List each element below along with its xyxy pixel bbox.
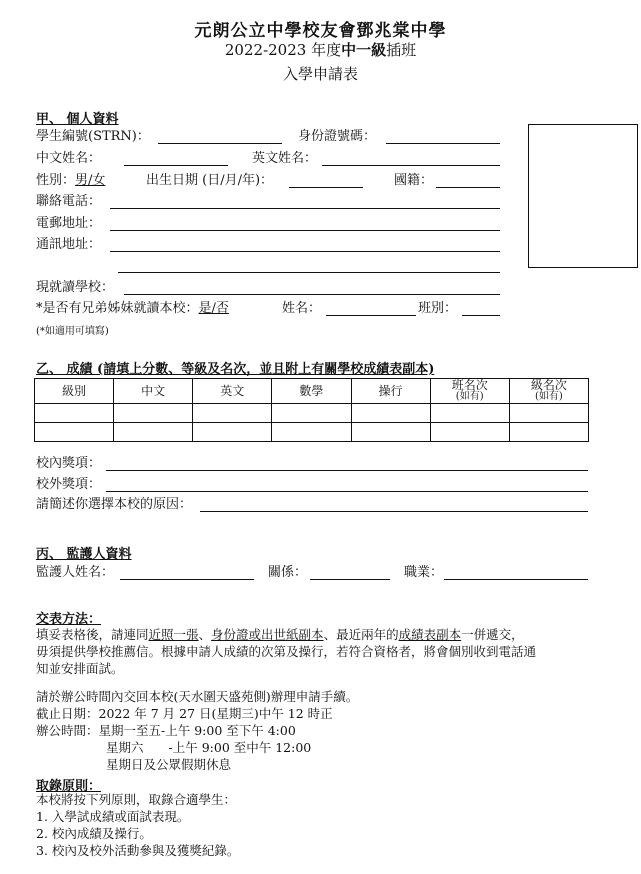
admission-item: 1. 入學試成績或面試表現。 [36, 809, 190, 824]
table-cell[interactable] [351, 404, 430, 423]
submission-para-1 [36, 626, 524, 643]
col-header: 數學 [272, 379, 351, 404]
email-label: 電郵地址： [36, 216, 102, 231]
table-cell[interactable] [430, 423, 509, 442]
table-cell[interactable] [509, 404, 588, 423]
phone-label: 聯絡電話： [36, 194, 102, 209]
siblings-label: *是否有兄弟姊妹就讀本校： [36, 301, 199, 316]
gender-label: 性別： [36, 173, 76, 188]
submission-para-4: 請於辦公時間內交回本校(天水圍天盛苑側)辦理申請手續。 [36, 689, 359, 704]
nationality-label: 國籍： [394, 173, 434, 188]
table-cell[interactable] [114, 423, 193, 442]
current-school-field[interactable] [124, 294, 500, 295]
school-name: 元朗公立中學校友會鄧兆棠中學 [194, 21, 447, 41]
p1-g: 一併遞交， [461, 627, 524, 642]
cname-label: 中文姓名： [36, 151, 102, 166]
table-cell[interactable] [272, 423, 351, 442]
table-cell[interactable] [35, 423, 114, 442]
relation-field[interactable] [310, 579, 390, 580]
year-suffix: 插班 [386, 41, 417, 59]
siblings-options[interactable]: 是/否 [198, 301, 229, 316]
p1-c: 、 [198, 627, 212, 642]
submission-title: 交表方法： [36, 612, 102, 627]
siblings-row [36, 301, 229, 317]
submission-para-3: 知並安排面試。 [36, 661, 124, 676]
phone-field[interactable] [110, 208, 500, 209]
admission-title: 取錄原則： [36, 779, 102, 794]
form-year [0, 39, 641, 60]
address-field-2[interactable] [118, 272, 500, 273]
awards-in-label: 校內獎項： [36, 456, 102, 471]
gender-row [36, 173, 105, 189]
col-header: 中文 [114, 379, 193, 404]
p1-d: 身份證或出世紙副本 [211, 627, 324, 642]
grade-rank-label: 級名次 [530, 378, 567, 392]
table-cell[interactable] [351, 423, 430, 442]
relation-label: 關係： [268, 565, 308, 580]
table-cell[interactable] [35, 404, 114, 423]
grade-rank-note: (如有) [534, 391, 563, 402]
class-rank-label: 班名次 [451, 378, 488, 392]
strn-label: 學生編號(STRN)： [36, 129, 150, 144]
hours-line-2: 星期六 -上午 9:00 至中午 12:00 [106, 740, 312, 755]
section-c-title: 丙、 監護人資料 [36, 547, 132, 562]
dob-field[interactable] [289, 187, 363, 188]
year-prefix: 2022-2023 年度 [224, 41, 342, 59]
col-header-class-rank [430, 379, 509, 404]
table-cell[interactable] [114, 404, 193, 423]
class-rank-note: (如有) [455, 391, 484, 402]
table-row [35, 404, 589, 423]
admission-item: 3. 校內及校外活動參與及獲獎紀錄。 [36, 843, 240, 858]
table-cell[interactable] [193, 423, 272, 442]
section-b-title: 乙、 成績 (請填上分數、等級及名次，並且附上有關學校成績表副本) [36, 362, 435, 377]
awards-in-field[interactable] [106, 470, 588, 471]
nationality-field[interactable] [436, 187, 500, 188]
admission-item: 2. 校內成績及操行。 [36, 826, 152, 841]
ename-field[interactable] [322, 165, 500, 166]
col-header-grade-rank [509, 379, 588, 404]
cname-field[interactable] [124, 165, 228, 166]
col-header: 操行 [351, 379, 430, 404]
table-cell[interactable] [193, 404, 272, 423]
p1-b: 近照一張 [148, 627, 199, 642]
occupation-field[interactable] [444, 579, 588, 580]
table-cell[interactable] [509, 423, 588, 442]
id-label: 身份證號碼： [298, 129, 377, 144]
hours-line-3: 星期日及公眾假期休息 [106, 757, 232, 772]
table-cell[interactable] [430, 404, 509, 423]
col-header: 英文 [193, 379, 272, 404]
ename-label: 英文姓名： [252, 151, 318, 166]
id-field[interactable] [386, 143, 500, 144]
table-header-row [35, 379, 589, 404]
email-field[interactable] [110, 230, 500, 231]
deadline-text: 截止日期：2022 年 7 月 27 日(星期三)中午 12 時正 [36, 706, 333, 721]
occupation-label: 職業： [404, 565, 444, 580]
address-field-1[interactable] [110, 251, 500, 252]
grades-table [34, 378, 589, 442]
reason-field[interactable] [200, 511, 588, 512]
submission-para-2: 毋須提供學校推薦信。根據申請人成績的次第及操行，若符合資格者，將會個別收到電話通 [36, 644, 537, 659]
p1-a: 填妥表格後，請連同 [36, 627, 149, 642]
sib-class-field[interactable] [462, 315, 500, 316]
strn-field[interactable] [158, 143, 282, 144]
table-cell[interactable] [272, 404, 351, 423]
admission-intro: 本校將按下列原則，取錄合適學生： [36, 792, 237, 807]
form-title: 入學申請表 [282, 65, 358, 83]
awards-out-field[interactable] [106, 491, 588, 492]
table-row [35, 423, 589, 442]
hours-line-1: 辦公時間：星期一至五-上午 9:00 至下午 4:00 [36, 723, 296, 738]
gender-options[interactable]: 男/女 [75, 173, 106, 188]
guardian-name-field[interactable] [120, 579, 254, 580]
year-bold: 中一級 [341, 41, 387, 59]
awards-out-label: 校外獎項： [36, 477, 102, 492]
reason-label: 請簡述你選擇本校的原因： [36, 497, 193, 512]
sib-class-label: 班別： [418, 301, 458, 316]
address-label: 通訊地址： [36, 237, 102, 252]
note-text: (*如適用可填寫) [36, 326, 109, 337]
sib-name-field[interactable] [326, 315, 416, 316]
sib-name-label: 姓名： [282, 301, 322, 316]
photo-box [528, 124, 638, 268]
col-header: 級別 [35, 379, 114, 404]
section-a-title: 甲、 個人資料 [36, 112, 119, 127]
guardian-name-label: 監護人姓名： [36, 565, 115, 580]
dob-label: 出生日期 (日/月/年)： [146, 173, 274, 188]
current-school-label: 現就讀學校： [36, 280, 115, 295]
p1-f: 成績表副本 [398, 627, 462, 642]
p1-e: 、最近兩年的 [323, 627, 399, 642]
